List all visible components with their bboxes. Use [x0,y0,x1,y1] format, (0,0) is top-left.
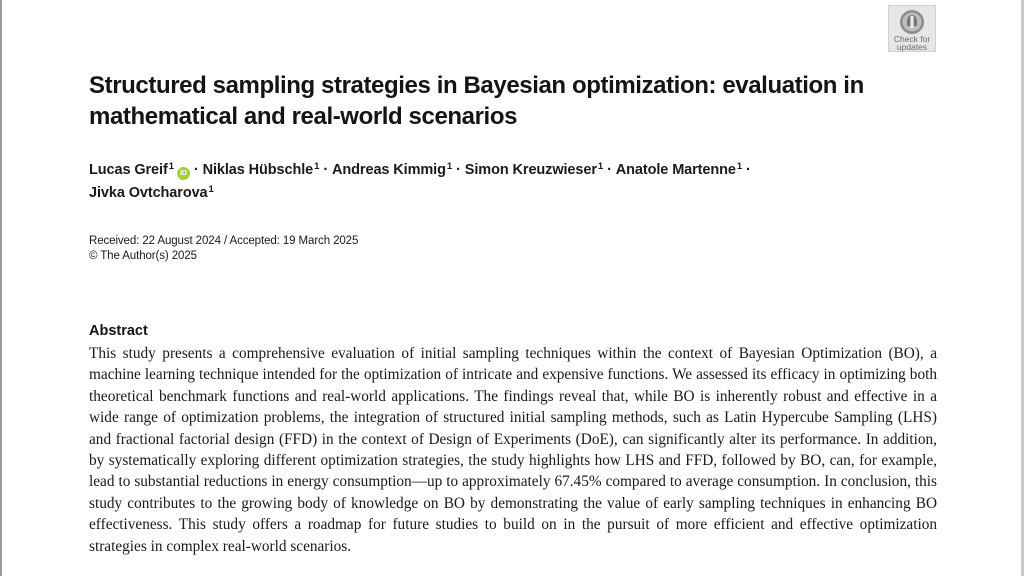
check-for-updates-icon [899,9,925,35]
author-name: Lucas Greif [89,162,168,178]
author-4[interactable] [465,162,603,178]
copyright-notice: © The Author(s) 2025 [89,250,197,262]
author-name: Anatole Martenne [615,162,736,178]
check-for-updates-badge[interactable] [888,5,936,52]
author-3[interactable] [332,162,452,178]
author-separator: · [323,162,329,178]
affiliation-marker: 1 [168,161,174,172]
author-5[interactable] [616,162,742,178]
affiliation-marker: 1 [597,161,604,172]
author-6[interactable] [89,185,214,201]
abstract-heading: Abstract [89,323,148,339]
author-separator: · [607,162,612,178]
page-left-edge [0,0,2,576]
author-2[interactable] [203,162,320,178]
publication-dates [89,234,358,264]
author-name: Simon Kreuzwieser [464,162,597,178]
badge-label-line1: Check for [893,34,931,44]
author-separator: · [746,162,751,178]
affiliation-marker: 1 [208,184,214,195]
badge-label-line2: updates [896,42,928,52]
orcid-icon[interactable]: iD [177,167,190,180]
affiliation-marker: 1 [736,161,743,172]
affiliation-marker: 1 [314,161,320,172]
author-name: Jivka Ovtcharova [89,185,208,201]
paper-title: Structured sampling strategies in Bayesian optimization: evaluation in mathematical and real-world scenarios [89,72,864,130]
abstract-text: This study presents a comprehensive evaluation of initial sampling techniques within the context of Bayesian Optimization (BO), a machine learning technique intended for the optimization of intricate and expensive functions. We assessed its efficacy in optimizing both theoretical benchmark functions and real-world applications. The findings reveal that, while BO is inherently robust and effective in a wide range of optimization problems, the integration of structured initial sampling methods, such as Latin Hypercube Sampling (LHS) and fractional factorial design (FFD) in the context of Design of Experiments (DoE), can significantly alter its performance. In addition, by systematically exploring different optimization strategies, the study highlights how LHS and FFD, followed by BO, can, for example, lead to substantial reductions in energy consumption—up to approximately 67.45% compared to average consumption. In conclusion, this study contributes to the growing body of knowledge on BO by demonstrating the value of early sampling techniques in enhancing BO effectiveness. This study offers a roadmap for future studies to build on in the pursuit of more efficient and effective optimization strategies in complex real-world scenarios. [89,345,937,555]
received-accepted-dates: Received: 22 August 2024 / Accepted: 19 March 2025 [89,235,359,247]
author-name: Niklas Hübschle [202,162,314,178]
author-name: Andreas Kimmig [332,162,446,178]
author-separator: · [456,162,461,178]
affiliation-marker: 1 [446,161,453,172]
author-list [89,159,869,205]
author-1[interactable] [89,162,190,178]
author-separator: · [193,162,199,178]
